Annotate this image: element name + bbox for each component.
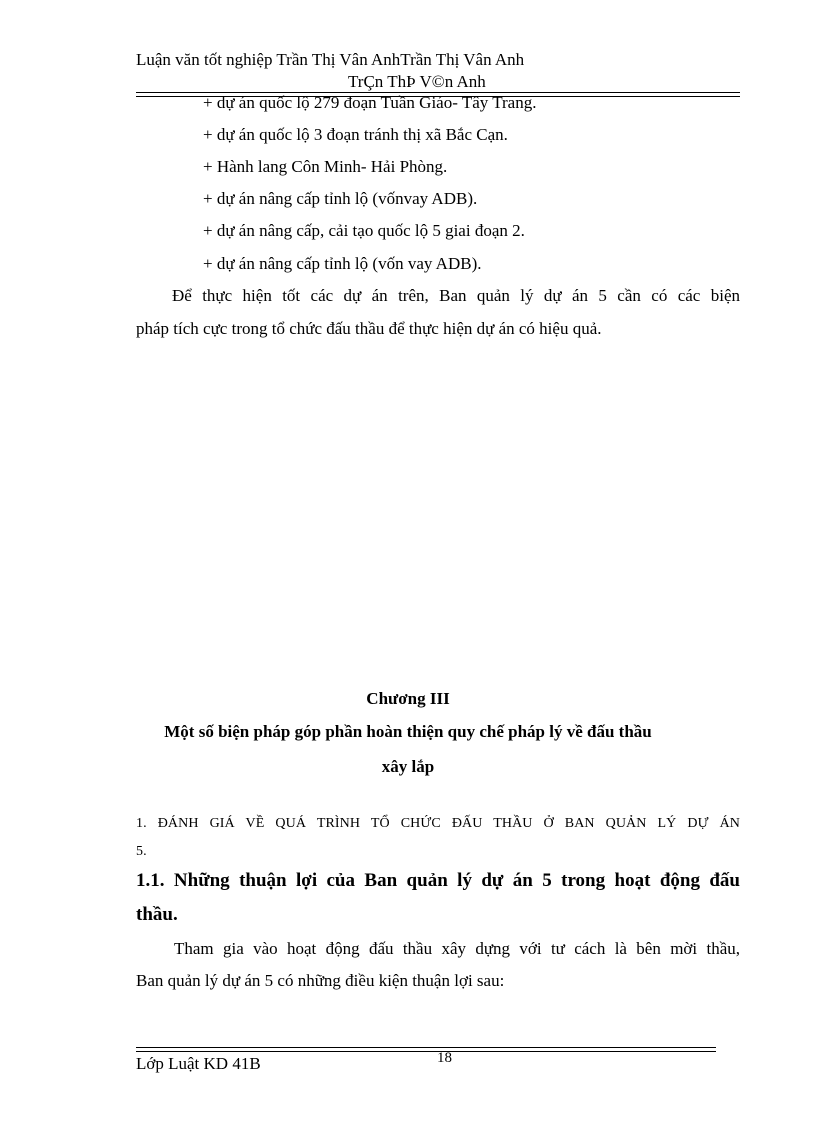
page-number: 18 — [437, 1050, 452, 1066]
chapter-title-continued: xây lắp — [381, 757, 435, 776]
paragraph-line: Ban quản lý dự án 5 có những điều kiện thuận lợi sau: — [136, 971, 505, 990]
list-item: + dự án nâng cấp, cải tạo quốc lộ 5 giai đoạn 2. — [203, 221, 525, 240]
subsection-heading-continued: thầu. — [136, 904, 178, 925]
chapter-label: Chương III — [366, 689, 450, 708]
paragraph-line: pháp tích cực trong tổ chức đấu thầu để thực hiện dự án có hiệu quả. — [136, 319, 602, 338]
list-item: + dự án quốc lộ 279 đoạn Tuần Giáo- Tây Trang. — [203, 93, 537, 112]
paragraph-line: Tham gia vào hoạt động đấu thầu xây dựng với tư cách là bên mời thầu, — [174, 939, 740, 958]
list-item: + Hành lang Côn Minh- Hải Phòng. — [203, 157, 448, 176]
list-item: + dự án quốc lộ 3 đoạn tránh thị xã Bắc Cạn. — [203, 125, 508, 144]
chapter-title: Một số biện pháp góp phần hoàn thiện quy chế pháp lý về đấu thầu — [164, 722, 652, 741]
list-item: + dự án nâng cấp tỉnh lộ (vốnvay ADB). — [203, 189, 478, 208]
header-subtitle: TrÇn ThÞ V©n Anh — [348, 72, 486, 91]
footer-class-label: Lớp Luật KD 41B — [136, 1054, 261, 1073]
section-heading: 1. ĐÁNH GIÁ VỀ QUÁ TRÌNH TỔ CHỨC ĐẤU THẦU Ở BAN QUẢN LÝ DỰ ÁN — [136, 816, 740, 831]
section-heading-continued: 5. — [136, 844, 147, 859]
list-item: + dự án nâng cấp tỉnh lộ (vốn vay ADB). — [203, 254, 482, 273]
subsection-heading: 1.1. Những thuận lợi của Ban quản lý dự án 5 trong hoạt động đấu — [136, 870, 740, 891]
header-title: Luận văn tốt nghiệp Trần Thị Vân AnhTrần Thị Vân Anh — [136, 50, 525, 69]
footer-divider — [136, 1047, 716, 1052]
paragraph-line: Để thực hiện tốt các dự án trên, Ban quản lý dự án 5 cần có các biện — [172, 286, 740, 305]
